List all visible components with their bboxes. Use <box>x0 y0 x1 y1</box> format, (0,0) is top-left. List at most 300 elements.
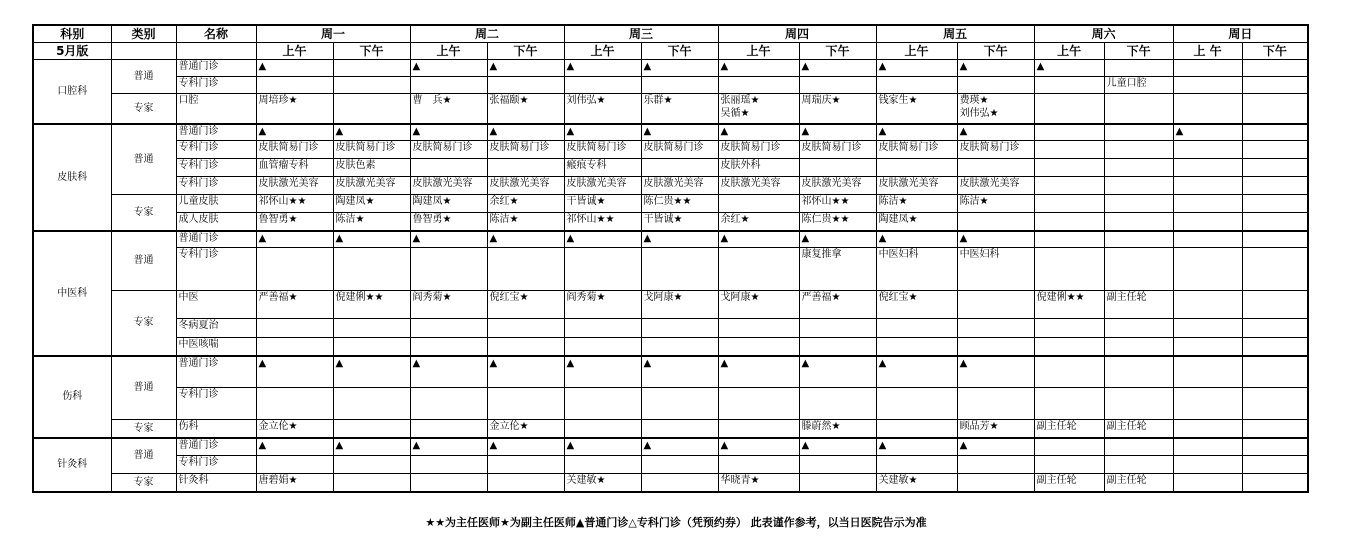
header-name: 名称 <box>176 25 256 43</box>
schedule-cell <box>957 456 1034 474</box>
schedule-row <box>33 231 1308 248</box>
schedule-cell <box>1034 195 1104 213</box>
department-cell: 伤科 <box>33 356 111 438</box>
schedule-cell: ▲ <box>256 356 333 388</box>
schedule-cell <box>957 159 1034 177</box>
schedule-cell: ▲ <box>957 231 1034 248</box>
period-label: 上午 <box>876 43 957 60</box>
schedule-row <box>33 356 1308 388</box>
schedule-cell: ▲ <box>641 124 718 141</box>
schedule-cell: 皮肤激光美容 <box>876 177 957 195</box>
version-label: 5月版 <box>33 43 111 60</box>
schedule-cell: 陈仁贵★★ <box>799 213 876 231</box>
schedule-cell: ▲ <box>256 231 333 248</box>
clinic-name-cell: 冬病夏治 <box>176 319 256 338</box>
schedule-cell: 祁怀山★★ <box>256 195 333 213</box>
schedule-row <box>33 60 1308 77</box>
clinic-name-cell: 专科门诊 <box>176 77 256 94</box>
schedule-cell: 倪建俐★★ <box>1034 291 1104 319</box>
schedule-cell <box>1173 438 1242 456</box>
schedule-cell <box>1034 388 1104 420</box>
schedule-cell: 血管瘤专科 <box>256 159 333 177</box>
header-day-sat: 周六 <box>1034 25 1173 43</box>
period-label: 上午 <box>718 43 799 60</box>
category-cell: 普通 <box>111 231 176 291</box>
schedule-cell: 皮肤激光美容 <box>799 177 876 195</box>
schedule-cell <box>1242 248 1308 291</box>
schedule-cell: ▲ <box>718 438 799 456</box>
schedule-cell <box>1242 231 1308 248</box>
schedule-row <box>33 195 1308 213</box>
header-blank <box>176 43 256 60</box>
schedule-cell: 皮肤简易门诊 <box>256 141 333 159</box>
category-cell: 专家 <box>111 94 176 124</box>
schedule-cell <box>1242 291 1308 319</box>
schedule-cell <box>564 248 641 291</box>
schedule-cell <box>799 319 876 338</box>
schedule-cell <box>410 77 487 94</box>
schedule-cell <box>1034 231 1104 248</box>
period-label: 上 午 <box>1173 43 1242 60</box>
schedule-cell <box>1173 291 1242 319</box>
schedule-cell: 鲁智勇★ <box>256 213 333 231</box>
schedule-cell <box>1173 60 1242 77</box>
category-cell: 专家 <box>111 474 176 492</box>
schedule-cell: 严善福★ <box>799 291 876 319</box>
header-row-days <box>33 25 1308 43</box>
header-day-sun: 周日 <box>1173 25 1308 43</box>
schedule-cell <box>799 77 876 94</box>
schedule-row <box>33 474 1308 492</box>
period-label: 下午 <box>1242 43 1308 60</box>
schedule-cell <box>564 456 641 474</box>
header-day-mon: 周一 <box>256 25 410 43</box>
clinic-name-cell: 成人皮肤 <box>176 213 256 231</box>
schedule-cell <box>1034 77 1104 94</box>
schedule-cell <box>256 338 333 356</box>
schedule-cell: ▲ <box>487 124 564 141</box>
schedule-cell: 祁怀山★★ <box>799 195 876 213</box>
schedule-cell: 钱家生★ <box>876 94 957 124</box>
schedule-cell: ▲ <box>718 231 799 248</box>
schedule-cell <box>410 420 487 438</box>
schedule-cell: 皮肤简易门诊 <box>333 141 410 159</box>
schedule-cell <box>718 195 799 213</box>
schedule-cell: 皮肤简易门诊 <box>410 141 487 159</box>
schedule-cell: 皮肤简易门诊 <box>718 141 799 159</box>
schedule-cell <box>1104 177 1173 195</box>
period-label: 上午 <box>1034 43 1104 60</box>
schedule-cell <box>1242 388 1308 420</box>
schedule-cell: 皮肤简易门诊 <box>876 141 957 159</box>
schedule-cell <box>256 456 333 474</box>
schedule-cell: 倪红宝★ <box>487 291 564 319</box>
schedule-cell: 鲁智勇★ <box>410 213 487 231</box>
schedule-cell: 陶建凤★ <box>333 195 410 213</box>
schedule-cell: 陶建凤★ <box>410 195 487 213</box>
schedule-cell: ▲ <box>410 124 487 141</box>
clinic-name-cell: 伤科 <box>176 420 256 438</box>
schedule-cell: ▲ <box>564 124 641 141</box>
schedule-cell <box>487 388 564 420</box>
schedule-row <box>33 213 1308 231</box>
schedule-cell: 皮肤简易门诊 <box>957 141 1034 159</box>
schedule-cell <box>1104 159 1173 177</box>
schedule-cell: ▲ <box>333 356 410 388</box>
schedule-cell <box>333 60 410 77</box>
schedule-cell <box>256 248 333 291</box>
schedule-cell: 倪建俐★★ <box>333 291 410 319</box>
schedule-cell <box>333 248 410 291</box>
schedule-cell <box>1173 474 1242 492</box>
schedule-cell <box>718 338 799 356</box>
schedule-row <box>33 94 1308 124</box>
schedule-cell <box>487 77 564 94</box>
schedule-cell <box>641 388 718 420</box>
schedule-cell: ▲ <box>799 60 876 77</box>
schedule-cell <box>1242 77 1308 94</box>
schedule-cell <box>1173 195 1242 213</box>
department-cell: 中医科 <box>33 231 111 356</box>
schedule-cell <box>1104 319 1173 338</box>
schedule-cell: ▲ <box>957 438 1034 456</box>
schedule-cell <box>1034 319 1104 338</box>
schedule-cell: 副主任轮 <box>1034 420 1104 438</box>
schedule-cell <box>1173 213 1242 231</box>
schedule-cell: 干皆诚★ <box>564 195 641 213</box>
schedule-cell: 皮肤激光美容 <box>487 177 564 195</box>
schedule-cell <box>1104 388 1173 420</box>
schedule-cell: 严善福★ <box>256 291 333 319</box>
schedule-cell: 副主任轮 <box>1104 420 1173 438</box>
period-label: 下午 <box>1104 43 1173 60</box>
schedule-cell: 皮肤激光美容 <box>564 177 641 195</box>
category-cell: 普通 <box>111 356 176 420</box>
schedule-cell: 周培珍★ <box>256 94 333 124</box>
schedule-cell: 陶建凤★ <box>876 213 957 231</box>
category-cell: 专家 <box>111 195 176 231</box>
schedule-row <box>33 438 1308 456</box>
schedule-cell: ▲ <box>1034 60 1104 77</box>
schedule-cell <box>957 77 1034 94</box>
schedule-row <box>33 124 1308 141</box>
schedule-cell <box>799 388 876 420</box>
schedule-cell: 干皆诚★ <box>641 213 718 231</box>
schedule-row <box>33 319 1308 338</box>
schedule-cell <box>718 319 799 338</box>
schedule-cell: ▲ <box>256 438 333 456</box>
schedule-cell <box>333 338 410 356</box>
schedule-cell: 阎秀菊★ <box>410 291 487 319</box>
schedule-cell <box>333 94 410 124</box>
schedule-row <box>33 77 1308 94</box>
schedule-cell <box>1173 77 1242 94</box>
schedule-cell: 皮肤简易门诊 <box>564 141 641 159</box>
schedule-cell <box>333 319 410 338</box>
schedule-cell <box>876 338 957 356</box>
schedule-cell <box>1242 319 1308 338</box>
schedule-cell <box>487 319 564 338</box>
schedule-cell <box>1104 338 1173 356</box>
clinic-name-cell: 儿童皮肤 <box>176 195 256 213</box>
schedule-cell <box>333 474 410 492</box>
schedule-cell <box>1173 231 1242 248</box>
schedule-cell <box>641 319 718 338</box>
schedule-cell: 皮肤激光美容 <box>410 177 487 195</box>
schedule-cell <box>1242 94 1308 124</box>
schedule-cell <box>1104 356 1173 388</box>
schedule-cell <box>1034 177 1104 195</box>
schedule-cell <box>333 77 410 94</box>
header-category: 类别 <box>111 25 176 43</box>
schedule-cell: ▲ <box>256 60 333 77</box>
schedule-cell: ▲ <box>957 356 1034 388</box>
schedule-cell <box>410 474 487 492</box>
schedule-cell <box>641 159 718 177</box>
schedule-cell <box>1242 456 1308 474</box>
schedule-cell: 顾品芳★ <box>957 420 1034 438</box>
schedule-cell: ▲ <box>641 60 718 77</box>
schedule-cell: ▲ <box>1173 124 1242 141</box>
schedule-cell <box>957 319 1034 338</box>
schedule-cell: 戈阿康★ <box>641 291 718 319</box>
schedule-cell: 费瑛★ 刘伟弘★ <box>957 94 1034 124</box>
period-label: 上午 <box>564 43 641 60</box>
period-label: 下午 <box>333 43 410 60</box>
schedule-cell <box>718 77 799 94</box>
schedule-cell <box>1034 456 1104 474</box>
schedule-cell: 戈阿康★ <box>718 291 799 319</box>
schedule-cell <box>1034 141 1104 159</box>
schedule-cell <box>641 420 718 438</box>
schedule-cell: ▲ <box>876 231 957 248</box>
schedule-cell <box>333 420 410 438</box>
schedule-cell <box>1242 60 1308 77</box>
schedule-cell <box>641 474 718 492</box>
schedule-cell: ▲ <box>333 438 410 456</box>
schedule-cell: ▲ <box>641 356 718 388</box>
schedule-cell: 陈仁贵★★ <box>641 195 718 213</box>
schedule-cell <box>957 388 1034 420</box>
clinic-name-cell: 专科门诊 <box>176 177 256 195</box>
schedule-cell: 陈洁★ <box>957 195 1034 213</box>
schedule-cell: 陈洁★ <box>333 213 410 231</box>
schedule-cell <box>256 77 333 94</box>
schedule-cell: ▲ <box>799 356 876 388</box>
schedule-cell <box>876 456 957 474</box>
schedule-cell: ▲ <box>876 356 957 388</box>
schedule-cell <box>333 456 410 474</box>
schedule-row <box>33 456 1308 474</box>
schedule-cell: ▲ <box>410 60 487 77</box>
category-cell: 专家 <box>111 420 176 438</box>
category-cell: 普通 <box>111 60 176 94</box>
schedule-cell <box>1242 420 1308 438</box>
schedule-cell <box>564 77 641 94</box>
clinic-name-cell: 中医 <box>176 291 256 319</box>
schedule-row <box>33 141 1308 159</box>
schedule-cell <box>487 456 564 474</box>
schedule-cell: ▲ <box>799 231 876 248</box>
period-label: 下午 <box>487 43 564 60</box>
schedule-cell <box>1242 213 1308 231</box>
schedule-row <box>33 159 1308 177</box>
schedule-cell: ▲ <box>487 438 564 456</box>
period-label: 上午 <box>410 43 487 60</box>
schedule-cell <box>410 338 487 356</box>
clinic-name-cell: 专科门诊 <box>176 388 256 420</box>
clinic-name-cell: 中医咳喘 <box>176 338 256 356</box>
schedule-cell: ▲ <box>487 60 564 77</box>
period-label: 下午 <box>957 43 1034 60</box>
schedule-cell <box>641 77 718 94</box>
schedule-cell: 滕蔚然★ <box>799 420 876 438</box>
schedule-cell: 陈洁★ <box>487 213 564 231</box>
schedule-cell <box>1173 141 1242 159</box>
clinic-name-cell: 专科门诊 <box>176 456 256 474</box>
period-label: 上午 <box>256 43 333 60</box>
schedule-cell <box>799 159 876 177</box>
schedule-cell <box>410 388 487 420</box>
schedule-cell: 余红★ <box>487 195 564 213</box>
schedule-row <box>33 420 1308 438</box>
schedule-cell <box>1242 438 1308 456</box>
clinic-name-cell: 针灸科 <box>176 474 256 492</box>
schedule-cell <box>718 456 799 474</box>
schedule-cell <box>1242 177 1308 195</box>
schedule-cell <box>1034 94 1104 124</box>
schedule-cell: 副主任轮 <box>1104 291 1173 319</box>
schedule-cell: ▲ <box>957 60 1034 77</box>
schedule-cell <box>1104 60 1173 77</box>
legend-footnote: ★★为主任医师★为副主任医师▲普通门诊△专科门诊（凭预约券） 此表谨作参考，以当日医院告示为准 <box>425 516 927 529</box>
schedule-cell: 副主任轮 <box>1104 474 1173 492</box>
schedule-cell <box>1034 213 1104 231</box>
schedule-cell: 皮肤外科 <box>718 159 799 177</box>
clinic-name-cell: 普通门诊 <box>176 356 256 388</box>
period-label: 下午 <box>641 43 718 60</box>
schedule-cell: 唐碧娟★ <box>256 474 333 492</box>
department-cell: 皮肤科 <box>33 124 111 231</box>
schedule-cell <box>1104 248 1173 291</box>
schedule-cell: 阎秀菊★ <box>564 291 641 319</box>
schedule-cell: ▲ <box>256 124 333 141</box>
schedule-cell: ▲ <box>876 124 957 141</box>
schedule-cell <box>641 338 718 356</box>
schedule-cell: ▲ <box>718 60 799 77</box>
schedule-cell: 副主任轮 <box>1034 474 1104 492</box>
schedule-cell: 张丽瑶★ 吴循★ <box>718 94 799 124</box>
schedule-cell: 倪红宝★ <box>876 291 957 319</box>
schedule-cell <box>1173 248 1242 291</box>
schedule-cell: ▲ <box>876 438 957 456</box>
schedule-cell: 皮肤简易门诊 <box>799 141 876 159</box>
schedule-cell <box>1242 338 1308 356</box>
schedule-cell <box>487 338 564 356</box>
schedule-row <box>33 177 1308 195</box>
schedule-cell: 周瑞庆★ <box>799 94 876 124</box>
schedule-cell <box>957 474 1034 492</box>
schedule-row <box>33 388 1308 420</box>
schedule-cell: ▲ <box>410 231 487 248</box>
schedule-cell <box>799 456 876 474</box>
schedule-cell: 皮肤激光美容 <box>641 177 718 195</box>
schedule-cell <box>1104 195 1173 213</box>
schedule-cell <box>876 420 957 438</box>
schedule-cell <box>1104 213 1173 231</box>
schedule-cell: 皮肤激光美容 <box>718 177 799 195</box>
clinic-name-cell: 口腔 <box>176 94 256 124</box>
schedule-cell: 中医妇科 <box>957 248 1034 291</box>
schedule-row <box>33 291 1308 319</box>
schedule-cell: ▲ <box>333 231 410 248</box>
schedule-cell <box>718 248 799 291</box>
schedule-cell: 皮肤激光美容 <box>333 177 410 195</box>
schedule-cell <box>799 338 876 356</box>
header-day-tue: 周二 <box>410 25 564 43</box>
schedule-cell <box>1173 420 1242 438</box>
schedule-table <box>32 24 1309 493</box>
schedule-cell <box>1104 231 1173 248</box>
category-cell: 普通 <box>111 124 176 195</box>
schedule-cell <box>1173 338 1242 356</box>
schedule-cell <box>564 388 641 420</box>
schedule-cell <box>410 159 487 177</box>
schedule-cell <box>718 420 799 438</box>
schedule-cell: ▲ <box>410 438 487 456</box>
schedule-cell <box>876 159 957 177</box>
schedule-cell: 祁怀山★★ <box>564 213 641 231</box>
period-label: 下午 <box>799 43 876 60</box>
schedule-cell: 皮肤色素 <box>333 159 410 177</box>
schedule-cell <box>1034 438 1104 456</box>
clinic-name-cell: 专科门诊 <box>176 248 256 291</box>
schedule-cell: 金立伦★ <box>487 420 564 438</box>
schedule-cell <box>256 388 333 420</box>
schedule-cell <box>957 291 1034 319</box>
schedule-row <box>33 248 1308 291</box>
schedule-cell: 刘伟弘★ <box>564 94 641 124</box>
schedule-cell <box>1034 356 1104 388</box>
category-cell: 专家 <box>111 291 176 356</box>
schedule-cell <box>1034 124 1104 141</box>
schedule-cell: 中医妇科 <box>876 248 957 291</box>
schedule-cell <box>564 420 641 438</box>
schedule-cell <box>876 77 957 94</box>
schedule-cell <box>1104 456 1173 474</box>
schedule-cell <box>564 319 641 338</box>
schedule-cell <box>957 213 1034 231</box>
schedule-cell <box>410 319 487 338</box>
schedule-cell: ▲ <box>641 438 718 456</box>
schedule-cell <box>1242 124 1308 141</box>
clinic-name-cell: 普通门诊 <box>176 60 256 77</box>
schedule-cell: 儿童口腔 <box>1104 77 1173 94</box>
schedule-cell: ▲ <box>487 231 564 248</box>
header-blank <box>111 43 176 60</box>
clinic-name-cell: 普通门诊 <box>176 124 256 141</box>
schedule-cell <box>1242 195 1308 213</box>
schedule-cell: 乐群★ <box>641 94 718 124</box>
category-cell: 普通 <box>111 438 176 474</box>
schedule-row <box>33 338 1308 356</box>
schedule-cell: 皮肤激光美容 <box>256 177 333 195</box>
schedule-cell <box>564 338 641 356</box>
schedule-cell <box>1242 356 1308 388</box>
header-dept: 科别 <box>33 25 111 43</box>
header-row-periods <box>33 43 1308 60</box>
schedule-cell: 华晓青★ <box>718 474 799 492</box>
